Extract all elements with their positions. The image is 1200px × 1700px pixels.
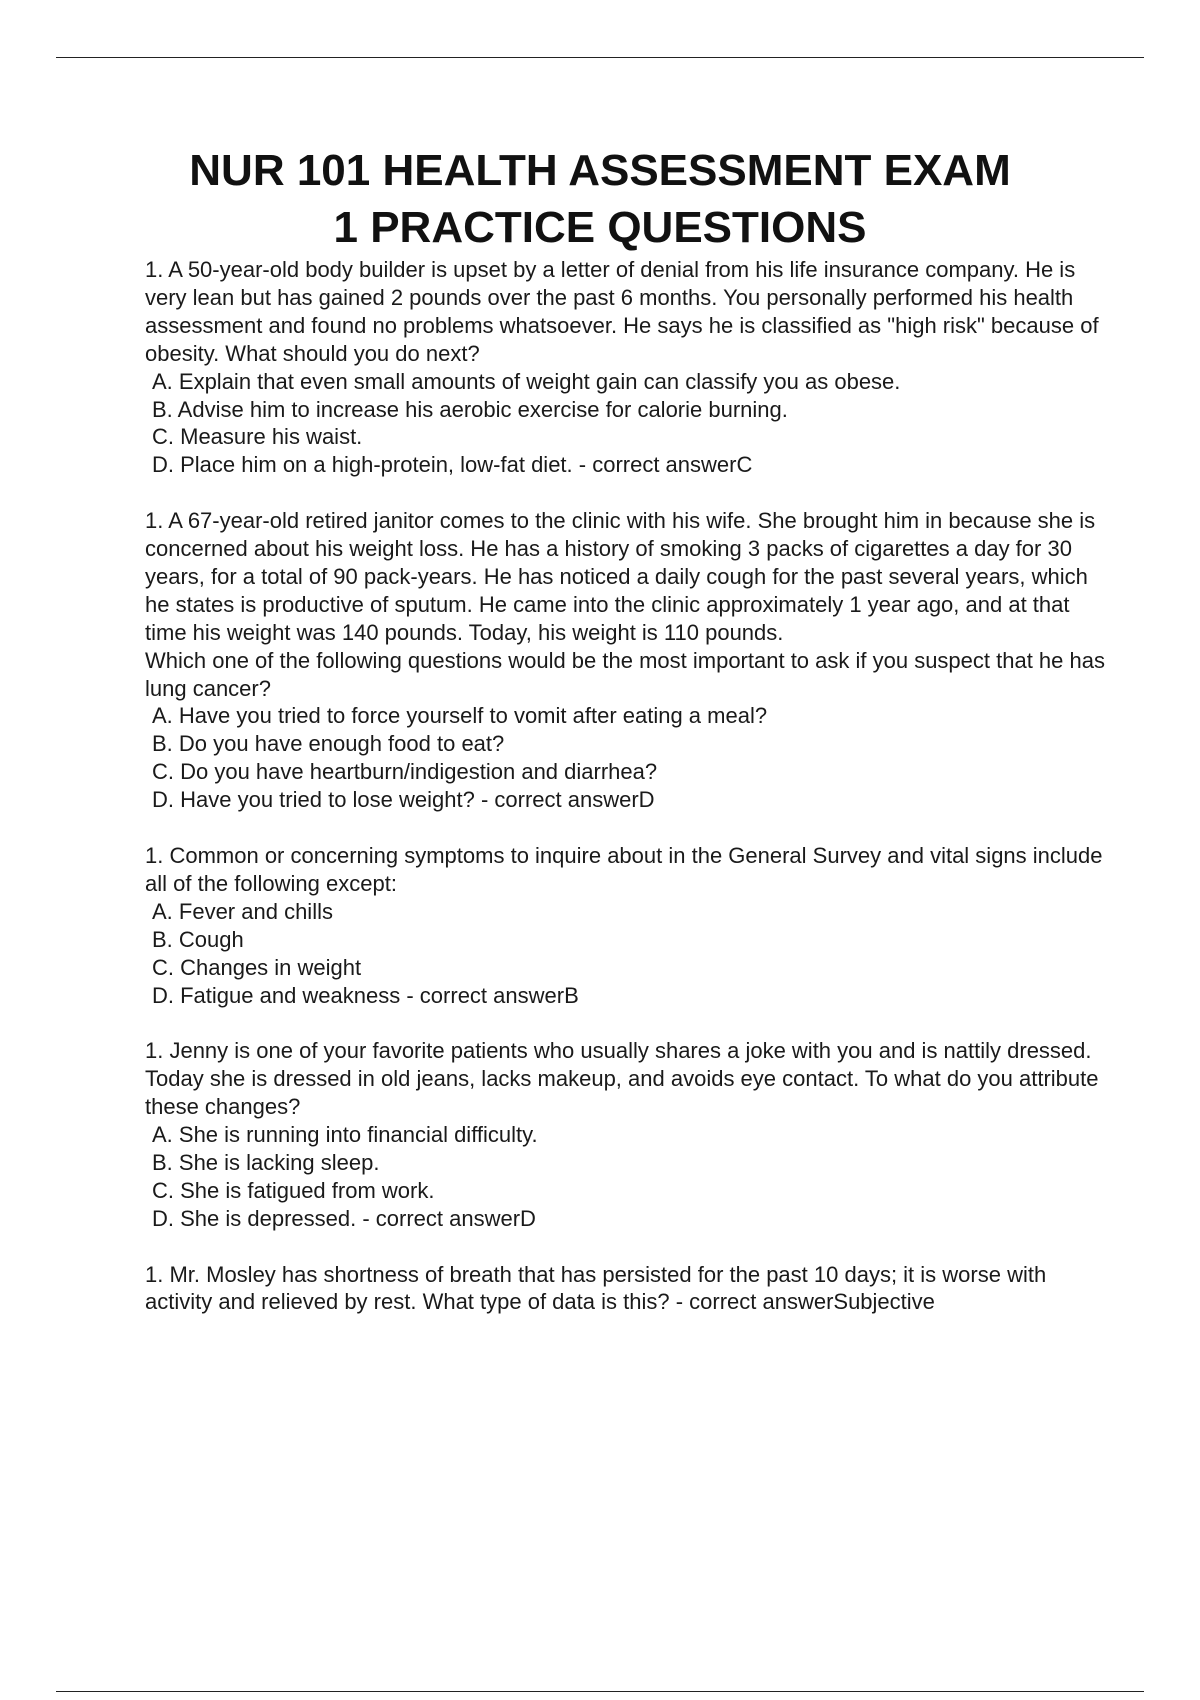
question-4 [145,1037,1105,1232]
question-stem-continued: Which one of the following questions would be the most important to ask if you suspect that he has lung cancer? [145,647,1105,701]
question-5 [145,1261,1105,1317]
top-divider [56,57,1144,58]
question-stem: 1. A 67-year-old retired janitor comes to the clinic with his wife. She brought him in because she is concerned about his weight loss. He has a history of smoking 3 packs of cigarettes a day for 30 years, for a total of 90 pack-years. He has noticed a daily cough for the past several years, which he states is productive of sputum. He came into the clinic approximately 1 year ago, and at that time his weight was 140 pounds. Today, his weight is 110 pounds. [145,508,1096,645]
option-b: B. Do you have enough food to eat? [152,731,505,757]
question-stem: 1. Mr. Mosley has shortness of breath that has persisted for the past 10 days; it is worse with activity and relieved by rest. What type of data is this? - correct answerSubjective [145,1261,1047,1315]
question-stem: 1. Jenny is one of your favorite patients who usually shares a joke with you and is nattily dressed. Today she is dressed in old jeans, lacks makeup, and avoids eye contact. To what do you attribute these changes? [145,1038,1099,1120]
option-d: D. Place him on a high-protein, low-fat diet. - correct answerC [152,452,753,478]
option-c: C. Do you have heartburn/indigestion and diarrhea? [152,759,658,785]
option-a: A. Explain that even small amounts of weight gain can classify you as obese. [152,368,901,394]
question-1 [145,256,1105,479]
option-a: A. Fever and chills [152,898,333,924]
question-stem: 1. A 50-year-old body builder is upset by a letter of denial from his life insurance company. He is very lean but has gained 2 pounds over the past 6 months. You personally performed his health assessment and found no problems whatsoever. He says he is classified as "high risk" because of obesity. What should you do next? [145,257,1099,366]
option-d: D. Have you tried to lose weight? - correct answerD [152,787,655,813]
option-b: B. Advise him to increase his aerobic exercise for calorie burning. [152,396,788,422]
question-3 [145,842,1105,1009]
question-stem: 1. Common or concerning symptoms to inquire about in the General Survey and vital signs include all of the following except: [145,843,1103,896]
question-2 [145,507,1105,814]
title-line-2: 1 PRACTICE QUESTIONS [333,203,867,252]
option-b: B. She is lacking sleep. [152,1149,380,1175]
option-b: B. Cough [152,926,244,952]
page-title [100,142,1100,256]
option-a: A. She is running into financial difficulty. [152,1122,538,1148]
questions-list [145,256,1105,1344]
option-d: D. Fatigue and weakness - correct answerB [152,982,579,1008]
option-d: D. She is depressed. - correct answerD [152,1205,536,1231]
option-c: C. She is fatigued from work. [152,1177,435,1203]
option-c: C. Changes in weight [152,954,362,980]
title-line-1: NUR 101 HEALTH ASSESSMENT EXAM [189,146,1011,195]
option-c: C. Measure his waist. [152,424,363,450]
bottom-divider [56,1691,1144,1692]
option-a: A. Have you tried to force yourself to vomit after eating a meal? [152,703,768,729]
